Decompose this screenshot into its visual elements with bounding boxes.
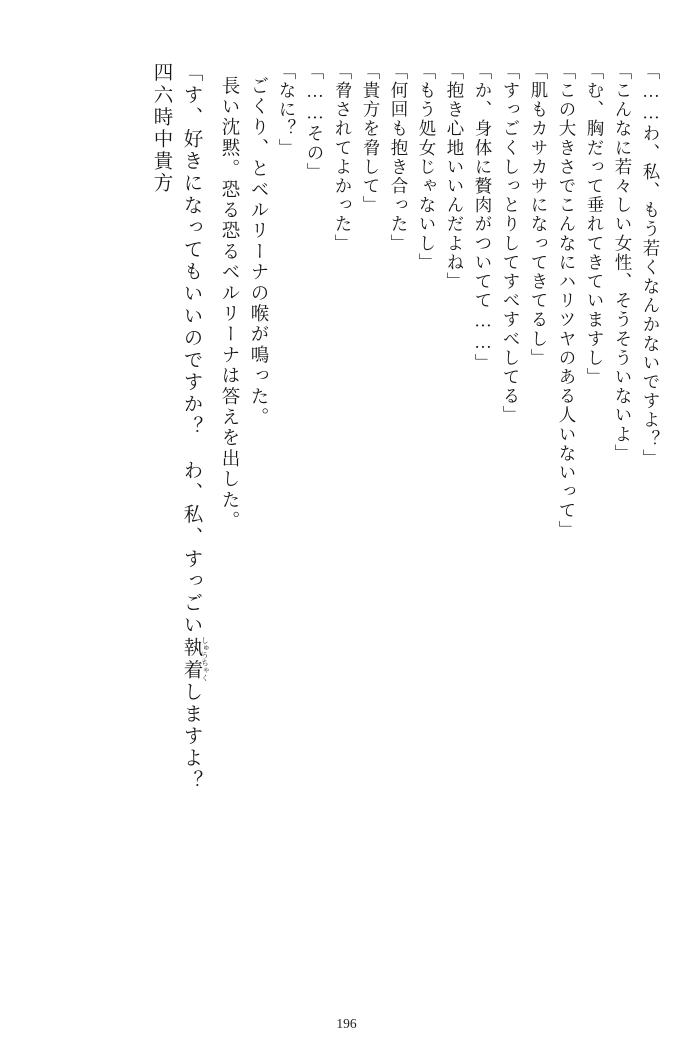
vertical-text-block — [141, 62, 660, 1002]
text-column: 「すっごくしっとりしてすべすべしてる」 — [501, 62, 521, 425]
text-column: 「……その」 — [305, 62, 325, 182]
page-number: 196 — [336, 1016, 357, 1031]
text-column: 「肌もカサカサになってきてるし」 — [529, 62, 549, 368]
text-segment: 「す、好きになってもいいのですか？ わ、私、すっごい — [180, 62, 202, 637]
text-column: 四六時中貴方 — [150, 62, 172, 195]
text-segment: しますよ？ — [180, 681, 202, 792]
text-column: 「か、身体に贅肉がついてて……」 — [473, 62, 493, 373]
text-column: ごくり、とベルリーナの喉が鳴った。 — [248, 76, 268, 428]
text-column: 「もう処女じゃないし」 — [417, 62, 437, 273]
ruby-base: 執着 — [180, 636, 202, 682]
ruby-reading: しゅうちゃく — [200, 636, 210, 682]
text-column: 「……わ、私、もう若くなんかないですよ？」 — [641, 62, 661, 469]
text-column: 「貴方を脅して」 — [361, 62, 381, 215]
text-column: 「何回も抱き合った」 — [389, 62, 409, 253]
text-column: 「む、胸だって垂れてきていますし」 — [585, 62, 605, 387]
text-column: 「こんなに若々しい女性、そうそういないよ」 — [613, 62, 633, 464]
text-column: 「この大きさでこんなにハリツヤのある人いないって」 — [557, 62, 577, 540]
text-column: 「なに？」 — [277, 62, 297, 158]
text-column: 「脅されてよかった」 — [333, 62, 353, 253]
text-column-with-ruby — [181, 62, 209, 1002]
text-column: 長い沈黙。恐る恐るベルリーナは答えを出した。 — [219, 76, 239, 532]
text-column: 「抱き心地いいんだよね」 — [445, 62, 465, 292]
ruby-shuuchaku — [180, 636, 210, 682]
